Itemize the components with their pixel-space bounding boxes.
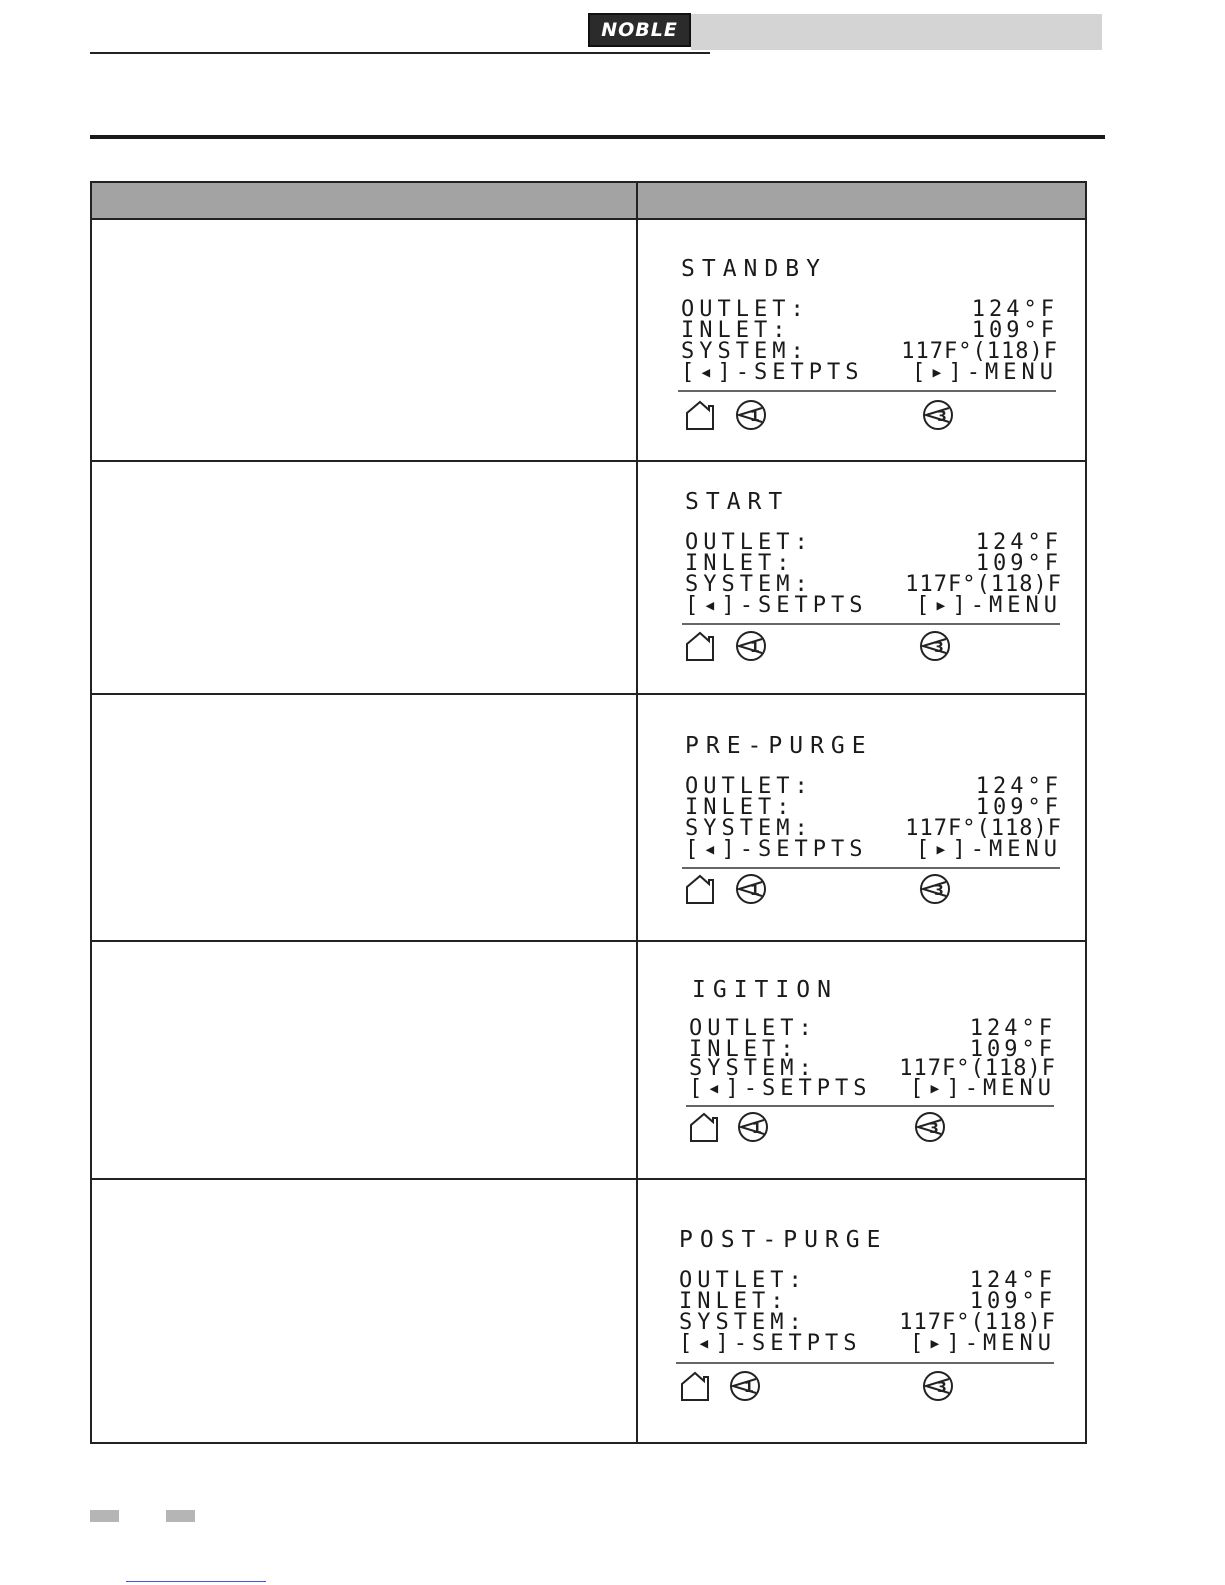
description-cell: [92, 220, 636, 460]
svg-text:1: 1: [750, 640, 760, 656]
inlet-row: [679, 1291, 1056, 1312]
column-divider: [636, 183, 638, 1442]
inlet-label: INLET:: [685, 795, 795, 820]
pump-3-icon: [921, 398, 955, 432]
description-cell: [92, 462, 636, 693]
pump-1-icon: [728, 1369, 762, 1403]
display-state: PRE-PURGE: [685, 733, 873, 759]
system-value: 117F°(118)F: [899, 1056, 1056, 1081]
system-row: [685, 818, 1062, 839]
inlet-label: INLET:: [679, 1289, 789, 1314]
inlet-value: 109°F: [969, 1037, 1056, 1062]
outlet-row: [689, 1018, 1056, 1039]
pump-1-icon: [736, 1110, 770, 1144]
pump-3-icon: [913, 1110, 947, 1144]
inlet-row: [685, 797, 1062, 818]
display-panel: [676, 1228, 1056, 1418]
system-label: SYSTEM:: [685, 816, 813, 841]
inlet-row: [681, 320, 1058, 341]
house-icon: [684, 629, 718, 663]
pump-3-icon: [918, 872, 952, 906]
outlet-label: OUTLET:: [685, 774, 813, 799]
setpoints-nav: [◂]-SETPTS: [685, 593, 868, 618]
svg-text:3: 3: [929, 1121, 939, 1137]
outlet-value: 124°F: [969, 1268, 1056, 1293]
display-panel: [682, 490, 1062, 680]
svg-text:1: 1: [752, 1121, 762, 1137]
svg-text:1: 1: [744, 1380, 754, 1396]
outlet-label: OUTLET:: [689, 1016, 817, 1041]
table-header: [92, 183, 1085, 220]
house-icon: [684, 398, 718, 432]
menu-nav: [▸]-MENU: [916, 593, 1062, 618]
inlet-value: 109°F: [975, 551, 1062, 576]
description-cell: [92, 942, 636, 1178]
inlet-label: INLET:: [685, 551, 795, 576]
display-state: STANDBY: [681, 256, 827, 282]
system-value: 117F°(118)F: [905, 816, 1062, 841]
svg-text:1: 1: [750, 409, 760, 425]
inlet-label: INLET:: [681, 318, 791, 343]
display-baseline: [682, 623, 1060, 625]
system-row: [679, 1312, 1056, 1333]
footer-link-underline[interactable]: [126, 1581, 266, 1582]
outlet-label: OUTLET:: [685, 530, 813, 555]
system-label: SYSTEM:: [685, 572, 813, 597]
outlet-value: 124°F: [969, 1016, 1056, 1041]
outlet-row: [679, 1270, 1056, 1291]
inlet-value: 109°F: [971, 318, 1058, 343]
svg-text:1: 1: [750, 883, 760, 899]
setpoints-nav: [◂]-SETPTS: [685, 837, 868, 862]
header-rule: [90, 52, 710, 54]
nav-row: [685, 839, 1062, 860]
system-label: SYSTEM:: [689, 1056, 817, 1081]
svg-text:3: 3: [934, 883, 944, 899]
svg-text:3: 3: [934, 640, 944, 656]
outlet-value: 124°F: [975, 774, 1062, 799]
outlet-label: OUTLET:: [679, 1268, 807, 1293]
display-baseline: [682, 867, 1060, 869]
outlet-value: 124°F: [971, 297, 1058, 322]
nav-row: [681, 362, 1058, 383]
pump-1-icon: [734, 872, 768, 906]
system-value: 117F°(118)F: [901, 339, 1058, 364]
setpoints-nav: [◂]-SETPTS: [679, 1331, 862, 1356]
display-baseline: [686, 1105, 1054, 1107]
display-panel: [686, 978, 1056, 1168]
system-row: [685, 574, 1062, 595]
display-baseline: [676, 1362, 1054, 1364]
outlet-row: [685, 532, 1062, 553]
pump-3-icon: [918, 629, 952, 663]
menu-nav: [▸]-MENU: [910, 1076, 1056, 1101]
footer-page-marker: [166, 1510, 195, 1522]
svg-text:3: 3: [937, 409, 947, 425]
display-state: IGITION: [692, 977, 838, 1003]
display-state: START: [685, 489, 790, 515]
nav-row: [685, 595, 1062, 616]
house-icon: [688, 1110, 722, 1144]
display-panel: [678, 257, 1058, 447]
svg-text:3: 3: [937, 1380, 947, 1396]
brand-logo-text: NOBLE: [601, 19, 678, 41]
header-grey-bar: [691, 14, 1102, 50]
section-rule: [90, 135, 1105, 139]
nav-row: [679, 1333, 1056, 1354]
inlet-label: INLET:: [689, 1037, 799, 1062]
footer-page-marker: [90, 1510, 119, 1522]
description-cell: [92, 695, 636, 940]
system-label: SYSTEM:: [681, 339, 809, 364]
outlet-row: [681, 299, 1058, 320]
brand-logo: [588, 13, 691, 47]
outlet-row: [685, 776, 1062, 797]
menu-nav: [▸]-MENU: [912, 360, 1058, 385]
pump-1-icon: [734, 398, 768, 432]
system-label: SYSTEM:: [679, 1310, 807, 1335]
inlet-value: 109°F: [969, 1289, 1056, 1314]
system-row: [681, 341, 1058, 362]
inlet-value: 109°F: [975, 795, 1062, 820]
house-icon: [679, 1369, 713, 1403]
menu-nav: [▸]-MENU: [910, 1331, 1056, 1356]
display-panel: [682, 734, 1062, 924]
status-table: [90, 181, 1087, 1444]
display-state: POST-PURGE: [679, 1227, 888, 1253]
pump-1-icon: [734, 629, 768, 663]
description-cell: [92, 1180, 636, 1442]
display-baseline: [678, 390, 1056, 392]
setpoints-nav: [◂]-SETPTS: [681, 360, 864, 385]
outlet-value: 124°F: [975, 530, 1062, 555]
setpoints-nav: [◂]-SETPTS: [689, 1076, 872, 1101]
outlet-label: OUTLET:: [681, 297, 809, 322]
menu-nav: [▸]-MENU: [916, 837, 1062, 862]
system-value: 117F°(118)F: [899, 1310, 1056, 1335]
nav-row: [689, 1078, 1056, 1099]
inlet-row: [685, 553, 1062, 574]
system-value: 117F°(118)F: [905, 572, 1062, 597]
pump-3-icon: [921, 1369, 955, 1403]
house-icon: [684, 872, 718, 906]
